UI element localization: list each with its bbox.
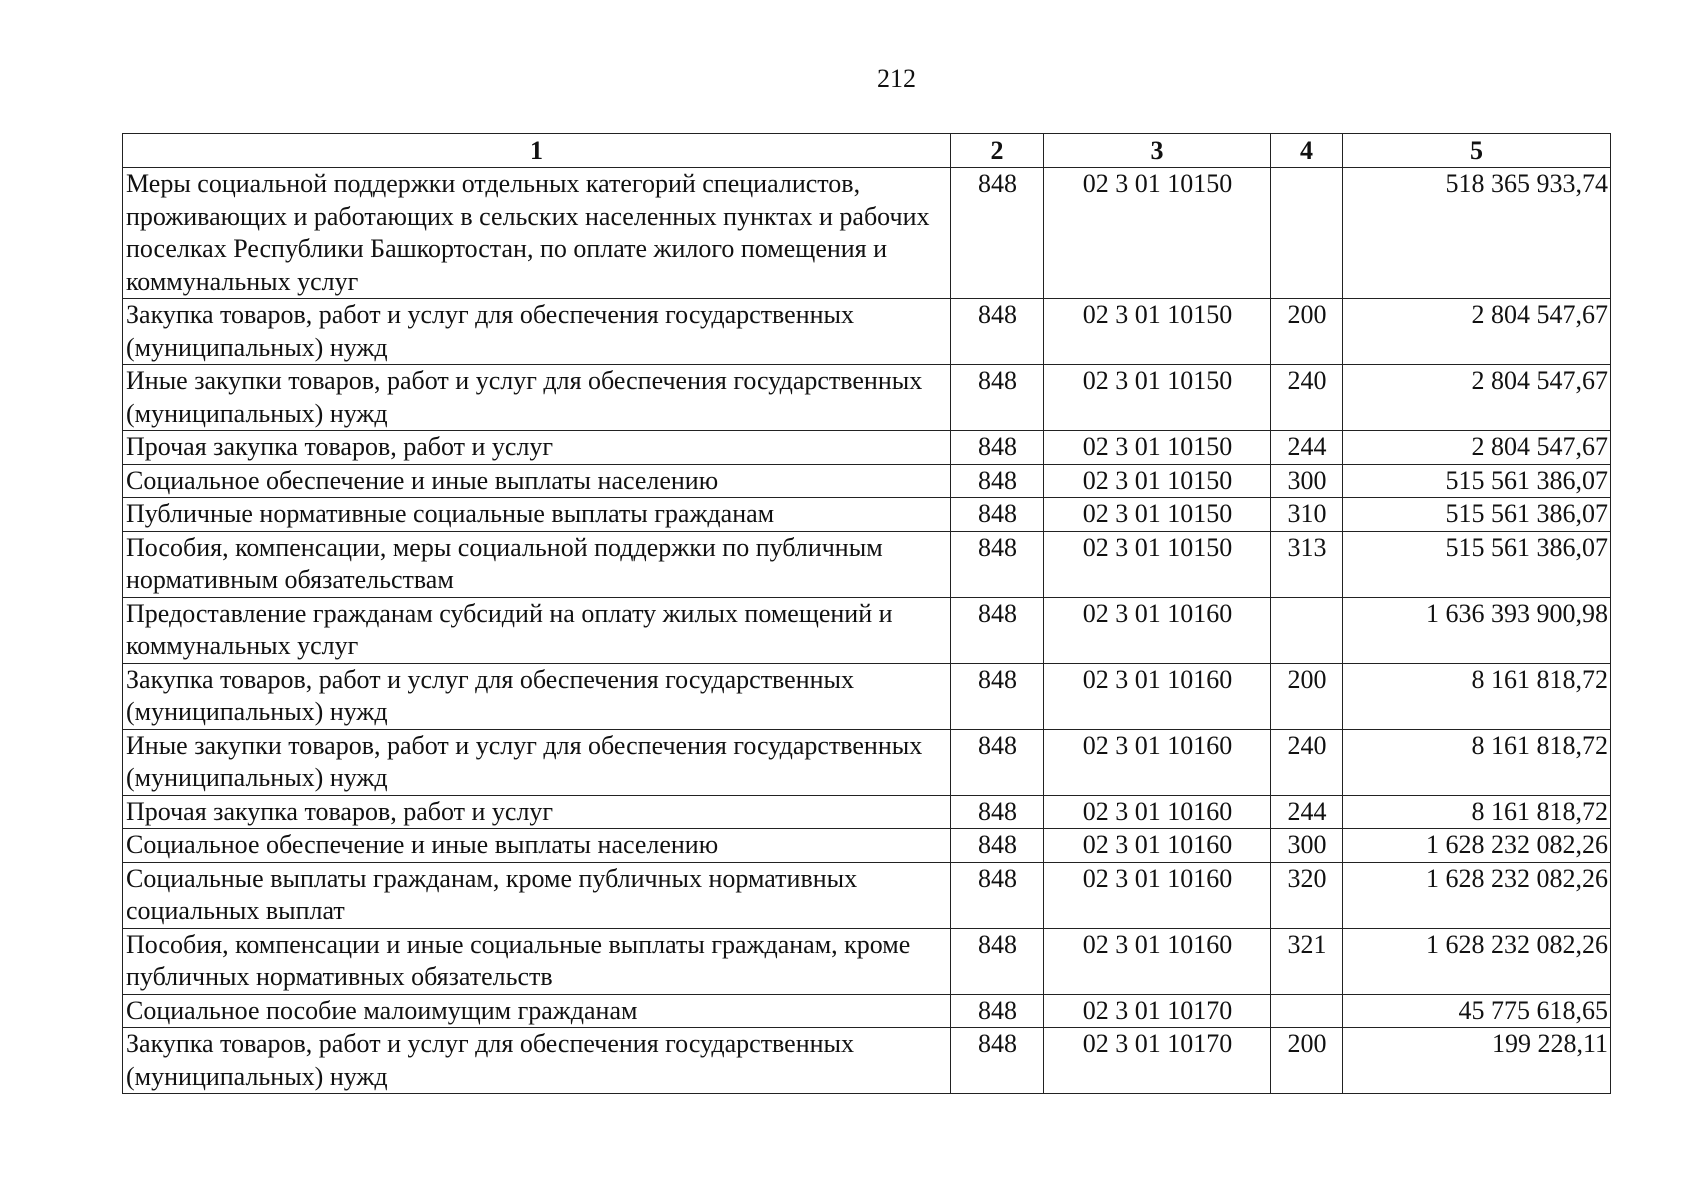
row-code: 848 [951, 531, 1044, 597]
table-row [123, 994, 1611, 1028]
row-amount: 515 561 386,07 [1343, 531, 1611, 597]
row-target: 02 3 01 10170 [1044, 1028, 1271, 1094]
table-row [123, 168, 1611, 299]
budget-table [122, 133, 1611, 1094]
row-name: Пособия, компенсации и иные социальные выплаты гражданам, кроме публичных нормативных обязательств [123, 928, 951, 994]
table-row [123, 531, 1611, 597]
row-code: 848 [951, 597, 1044, 663]
table-row [123, 663, 1611, 729]
row-name: Социальное обеспечение и иные выплаты населению [123, 464, 951, 498]
row-code: 848 [951, 431, 1044, 465]
row-target: 02 3 01 10150 [1044, 464, 1271, 498]
row-target: 02 3 01 10150 [1044, 168, 1271, 299]
row-amount: 199 228,11 [1343, 1028, 1611, 1094]
row-type: 240 [1271, 365, 1343, 431]
table-row [123, 365, 1611, 431]
row-code: 848 [951, 862, 1044, 928]
table-row [123, 299, 1611, 365]
row-target: 02 3 01 10160 [1044, 729, 1271, 795]
row-code: 848 [951, 365, 1044, 431]
row-type [1271, 994, 1343, 1028]
row-code: 848 [951, 299, 1044, 365]
row-amount: 1 636 393 900,98 [1343, 597, 1611, 663]
row-code: 848 [951, 829, 1044, 863]
row-type: 244 [1271, 431, 1343, 465]
row-target: 02 3 01 10150 [1044, 531, 1271, 597]
row-code: 848 [951, 168, 1044, 299]
row-name: Прочая закупка товаров, работ и услуг [123, 795, 951, 829]
row-type: 313 [1271, 531, 1343, 597]
table-row [123, 729, 1611, 795]
row-target: 02 3 01 10150 [1044, 299, 1271, 365]
row-amount: 2 804 547,67 [1343, 365, 1611, 431]
row-code: 848 [951, 729, 1044, 795]
header-col-2: 2 [951, 134, 1044, 168]
table-row [123, 829, 1611, 863]
row-target: 02 3 01 10150 [1044, 365, 1271, 431]
row-target: 02 3 01 10160 [1044, 663, 1271, 729]
row-type: 200 [1271, 299, 1343, 365]
row-name: Закупка товаров, работ и услуг для обеспечения государственных (муниципальных) нужд [123, 1028, 951, 1094]
row-type: 244 [1271, 795, 1343, 829]
row-code: 848 [951, 928, 1044, 994]
header-col-3: 3 [1044, 134, 1271, 168]
row-type: 320 [1271, 862, 1343, 928]
row-name: Пособия, компенсации, меры социальной поддержки по публичным нормативным обязательствам [123, 531, 951, 597]
row-code: 848 [951, 498, 1044, 532]
table-row [123, 795, 1611, 829]
row-target: 02 3 01 10160 [1044, 928, 1271, 994]
row-type [1271, 168, 1343, 299]
row-type: 300 [1271, 829, 1343, 863]
header-row [123, 134, 1611, 168]
row-name: Закупка товаров, работ и услуг для обеспечения государственных (муниципальных) нужд [123, 663, 951, 729]
row-target: 02 3 01 10160 [1044, 795, 1271, 829]
header-col-4: 4 [1271, 134, 1343, 168]
row-amount: 1 628 232 082,26 [1343, 928, 1611, 994]
row-name: Иные закупки товаров, работ и услуг для обеспечения государственных (муниципальных) нужд [123, 365, 951, 431]
row-amount: 8 161 818,72 [1343, 729, 1611, 795]
row-code: 848 [951, 663, 1044, 729]
row-type: 200 [1271, 1028, 1343, 1094]
row-type: 240 [1271, 729, 1343, 795]
row-amount: 1 628 232 082,26 [1343, 862, 1611, 928]
row-amount: 2 804 547,67 [1343, 299, 1611, 365]
row-name: Прочая закупка товаров, работ и услуг [123, 431, 951, 465]
row-target: 02 3 01 10150 [1044, 498, 1271, 532]
row-code: 848 [951, 464, 1044, 498]
row-name: Предоставление гражданам субсидий на оплату жилых помещений и коммунальных услуг [123, 597, 951, 663]
row-amount: 515 561 386,07 [1343, 498, 1611, 532]
row-amount: 518 365 933,74 [1343, 168, 1611, 299]
row-name: Социальные выплаты гражданам, кроме публичных нормативных социальных выплат [123, 862, 951, 928]
row-amount: 8 161 818,72 [1343, 663, 1611, 729]
row-code: 848 [951, 994, 1044, 1028]
row-type: 310 [1271, 498, 1343, 532]
row-name: Социальное пособие малоимущим гражданам [123, 994, 951, 1028]
row-name: Социальное обеспечение и иные выплаты населению [123, 829, 951, 863]
page-number-text: 212 [877, 64, 916, 93]
table-row [123, 431, 1611, 465]
row-target: 02 3 01 10160 [1044, 829, 1271, 863]
row-amount: 2 804 547,67 [1343, 431, 1611, 465]
header-col-1: 1 [123, 134, 951, 168]
row-target: 02 3 01 10170 [1044, 994, 1271, 1028]
table-row [123, 464, 1611, 498]
header-col-5: 5 [1343, 134, 1611, 168]
table-row [123, 597, 1611, 663]
table-row [123, 862, 1611, 928]
page-number [0, 64, 1697, 94]
row-name: Закупка товаров, работ и услуг для обеспечения государственных (муниципальных) нужд [123, 299, 951, 365]
row-amount: 515 561 386,07 [1343, 464, 1611, 498]
row-amount: 1 628 232 082,26 [1343, 829, 1611, 863]
row-type [1271, 597, 1343, 663]
row-code: 848 [951, 795, 1044, 829]
row-code: 848 [951, 1028, 1044, 1094]
row-target: 02 3 01 10160 [1044, 862, 1271, 928]
row-target: 02 3 01 10150 [1044, 431, 1271, 465]
row-amount: 8 161 818,72 [1343, 795, 1611, 829]
table-row [123, 928, 1611, 994]
table-row [123, 498, 1611, 532]
row-target: 02 3 01 10160 [1044, 597, 1271, 663]
row-type: 300 [1271, 464, 1343, 498]
row-name: Публичные нормативные социальные выплаты гражданам [123, 498, 951, 532]
row-type: 200 [1271, 663, 1343, 729]
row-name: Иные закупки товаров, работ и услуг для обеспечения государственных (муниципальных) нужд [123, 729, 951, 795]
row-type: 321 [1271, 928, 1343, 994]
row-name: Меры социальной поддержки отдельных категорий специалистов, проживающих и работающих в сельских населенных пунктах и рабочих поселках Республики Башкортостан, по оплате жилого помещения и коммунальных услуг [123, 168, 951, 299]
table-row [123, 1028, 1611, 1094]
row-amount: 45 775 618,65 [1343, 994, 1611, 1028]
